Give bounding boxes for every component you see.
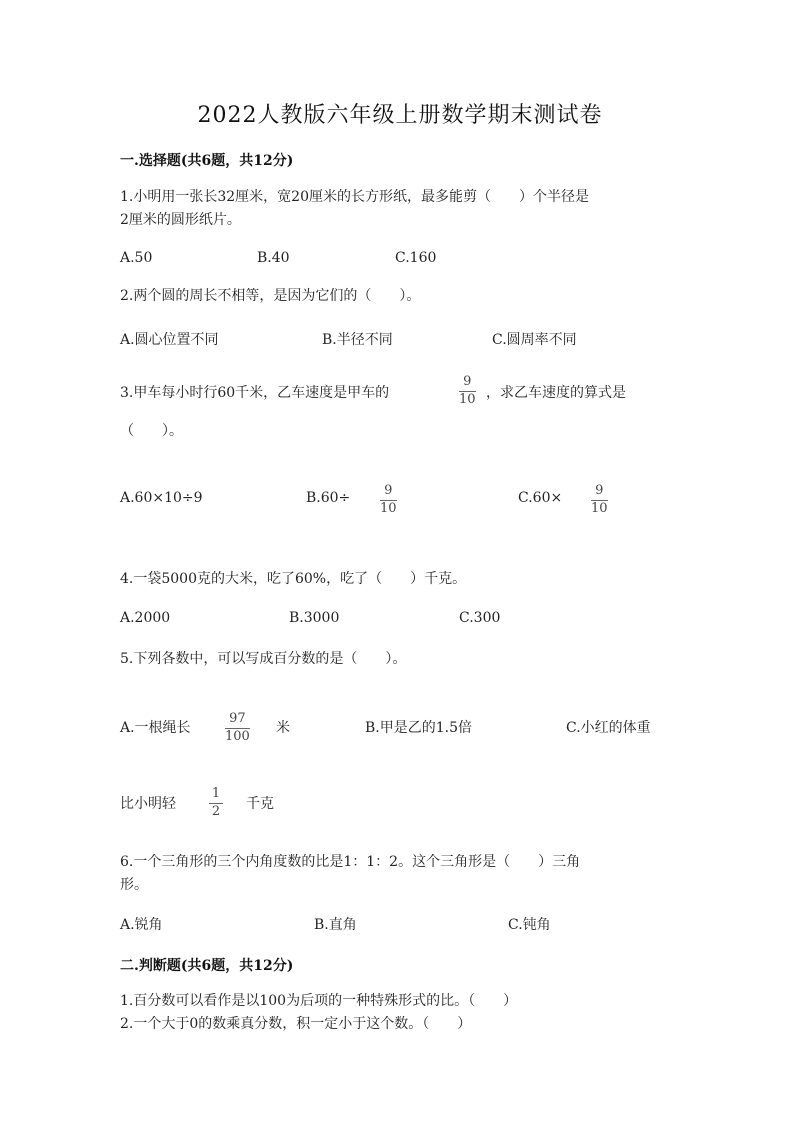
question-6-option-c: C.钝角 — [508, 917, 551, 933]
question-5-option-b: B.甲是乙的1.5倍 — [365, 720, 473, 736]
question-2-text: 2.两个圆的周长不相等，是因为它们的（ ）。 — [120, 288, 421, 304]
question-1-option-b: B.40 — [257, 250, 290, 266]
section-heading-judgement: 二.判断题(共6题，共12分) — [120, 958, 294, 974]
question-3-text-before: 3.甲车每小时行60千米，乙车速度是甲车的 — [120, 385, 390, 401]
question-3-line-2: （ ）。 — [120, 423, 183, 439]
fraction-numerator: 97 — [229, 711, 246, 726]
judgement-2-text: 2.一个大于0的数乘真分数，积一定小于这个数。（ ） — [120, 1016, 472, 1032]
question-5-option-c-fraction — [209, 787, 223, 819]
fraction-numerator: 9 — [595, 483, 604, 498]
document-title: 2022人教版六年级上册数学期末测试卷 — [197, 103, 603, 128]
question-6-option-a: A.锐角 — [120, 917, 163, 933]
question-3-option-c-prefix: C.60× — [518, 490, 563, 506]
question-3-fraction — [459, 375, 476, 407]
judgement-1-text: 1.百分数可以看作是以100为后项的一种特殊形式的比。（ ） — [120, 993, 518, 1009]
question-5-option-c-line-1: C.小红的体重 — [566, 720, 651, 736]
question-4-option-b: B.3000 — [289, 610, 340, 626]
question-3-text-after: ，求乙车速度的算式是 — [486, 385, 626, 401]
question-1-line-2: 2厘米的圆形纸片。 — [120, 212, 241, 228]
fraction-denominator: 10 — [591, 501, 608, 516]
question-5-option-a-suffix: 米 — [276, 720, 290, 736]
question-3-option-b-prefix: B.60÷ — [306, 490, 351, 506]
question-3-option-b-fraction — [380, 484, 397, 516]
question-5-option-c-prefix: 比小明轻 — [120, 796, 176, 812]
question-2-option-b: B.半径不同 — [322, 332, 393, 348]
question-5-text: 5.下列各数中，可以写成百分数的是（ ）。 — [120, 651, 407, 667]
question-1-option-c: C.160 — [395, 250, 437, 266]
fraction-denominator: 2 — [211, 804, 221, 819]
question-6-option-b: B.直角 — [314, 917, 357, 933]
question-6-line-2: 形。 — [120, 877, 148, 893]
section-heading-choice: 一.选择题(共6题，共12分) — [120, 153, 294, 169]
fraction-denominator: 10 — [380, 501, 397, 516]
question-2-option-a: A.圆心位置不同 — [120, 332, 219, 348]
question-5-option-a-prefix: A.一根绳长 — [120, 720, 191, 736]
question-1-option-a: A.50 — [120, 250, 153, 266]
question-5-option-c-suffix: 千克 — [246, 796, 274, 812]
fraction-denominator: 10 — [459, 392, 476, 407]
question-1-line-1: 1.小明用一张长32厘米，宽20厘米的长方形纸，最多能剪（ ）个半径是 — [120, 189, 589, 205]
fraction-numerator: 9 — [463, 374, 472, 389]
question-3-option-a: A.60×10÷9 — [120, 490, 203, 506]
question-3-option-c-fraction — [591, 484, 608, 516]
fraction-denominator: 100 — [225, 729, 250, 744]
question-4-text: 4.一袋5000克的大米，吃了60%，吃了（ ）千克。 — [120, 571, 467, 587]
question-6-line-1: 6.一个三角形的三个内角度数的比是1：1：2。这个三角形是（ ）三角 — [120, 854, 581, 870]
question-5-option-a-fraction — [225, 712, 250, 744]
question-4-option-c: C.300 — [459, 610, 501, 626]
question-4-option-a: A.2000 — [120, 610, 171, 626]
fraction-numerator: 1 — [211, 786, 221, 801]
fraction-numerator: 9 — [384, 483, 393, 498]
question-2-option-c: C.圆周率不同 — [492, 332, 577, 348]
